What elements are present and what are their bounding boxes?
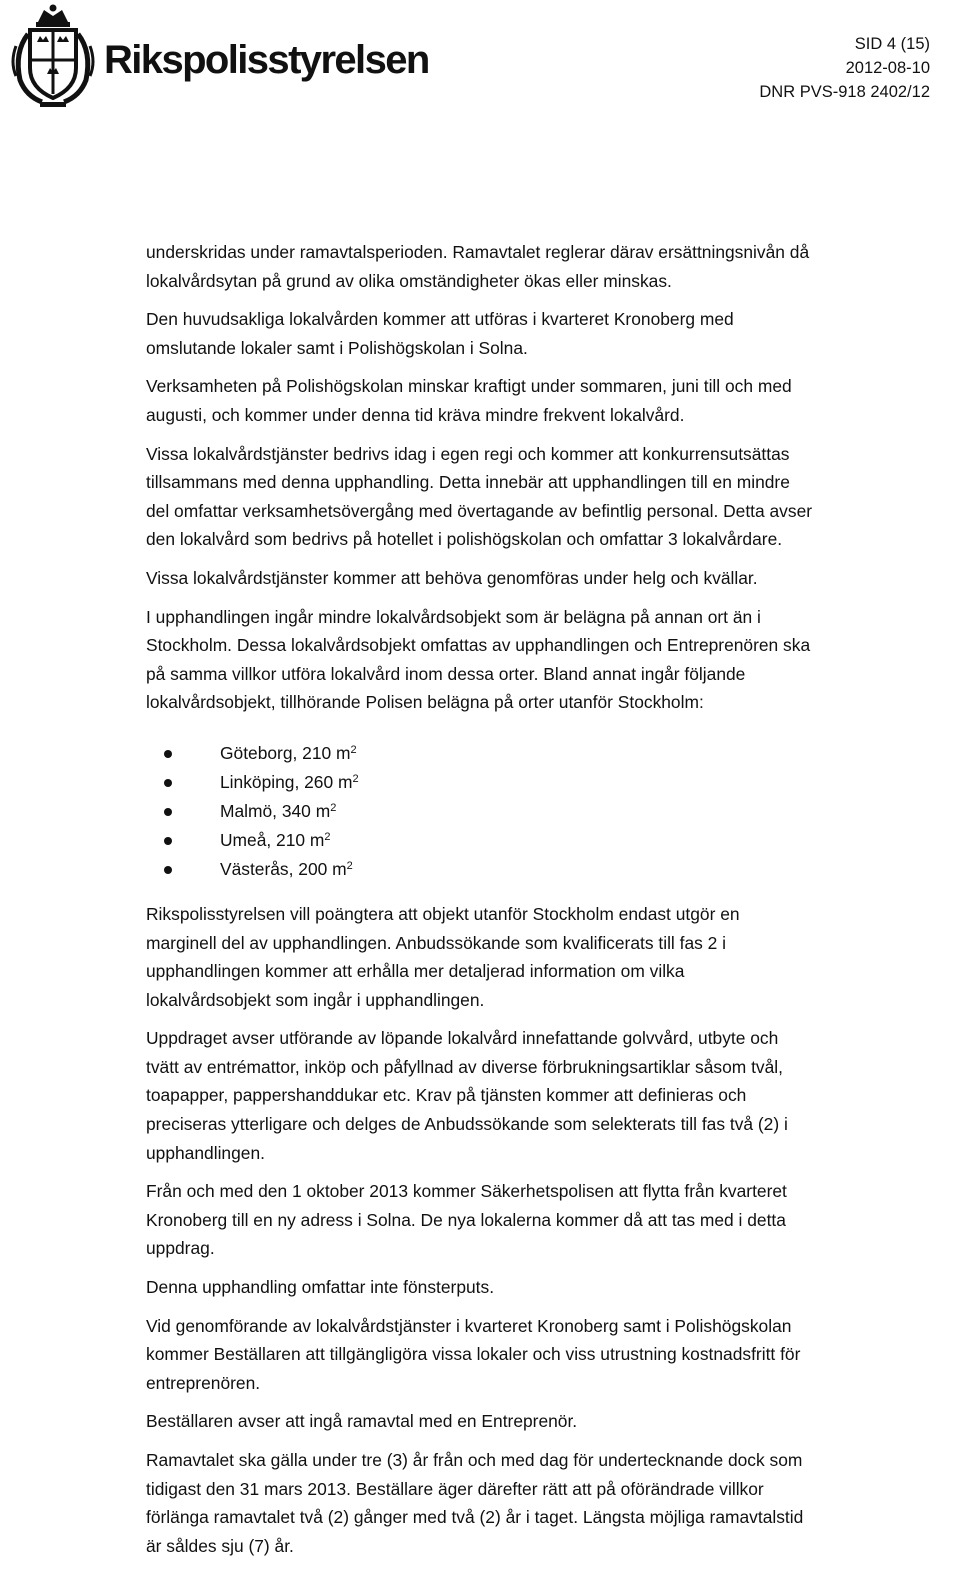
paragraph-line: den lokalvård som bedrivs på hotellet i polishögskolan och omfattar 3 lokalvårdare. bbox=[146, 529, 783, 550]
crest-logo bbox=[8, 2, 98, 110]
bullet-icon bbox=[164, 866, 172, 874]
superscript: 2 bbox=[352, 772, 359, 785]
paragraph-line: Kronoberg till en ny adress i Solna. De nya lokalerna kommer då att tas med i detta bbox=[146, 1209, 786, 1230]
paragraph bbox=[146, 1177, 946, 1263]
list-item bbox=[146, 768, 946, 797]
paragraph-line: Vid genomförande av lokalvårdstjänster i kvarteret Kronoberg samt i Polishögskolan bbox=[146, 1315, 792, 1336]
paragraph bbox=[146, 1312, 946, 1398]
location-list bbox=[146, 739, 946, 884]
paragraph-line: uppdrag. bbox=[146, 1238, 215, 1259]
paragraph bbox=[146, 440, 946, 554]
paragraph bbox=[146, 564, 946, 593]
paragraph-line: del omfattar verksamhetsövergång med övertagande av befintlig personal. Detta avser bbox=[146, 500, 813, 521]
paragraph bbox=[146, 372, 946, 429]
list-item-text: Linköping, 260 m bbox=[220, 771, 353, 792]
superscript: 2 bbox=[350, 743, 357, 756]
paragraph-line: marginell del av upphandlingen. Anbudssökande som kvalificerats till fas 2 i bbox=[146, 932, 727, 953]
paragraph-line: lokalvårdsytan på grund av olika omständigheter ökas eller minskas. bbox=[146, 270, 672, 291]
paragraph-line: upphandlingen. bbox=[146, 1142, 265, 1163]
paragraph-line: Vissa lokalvårdstjänster kommer att behöva genomföras under helg och kvällar. bbox=[146, 567, 758, 588]
paragraph bbox=[146, 603, 946, 717]
paragraph bbox=[146, 1273, 946, 1302]
document-date: 2012-08-10 bbox=[845, 59, 930, 77]
list-item-text: Malmö, 340 m bbox=[220, 800, 331, 821]
paragraph-line: tillsammans med denna upphandling. Detta innebär att upphandlingen till en mindre bbox=[146, 472, 790, 493]
paragraph-line: Beställaren avser att ingå ramavtal med en Entreprenör. bbox=[146, 1411, 578, 1432]
paragraph-line: Uppdraget avser utförande av löpande lokalvård innefattande golvvård, utbyte och bbox=[146, 1028, 779, 1049]
superscript: 2 bbox=[346, 859, 353, 872]
paragraph-line: preciseras ytterligare och delges de Anbudssökande som selekterats till fas två (2) i bbox=[146, 1114, 788, 1135]
paragraph-line: Verksamheten på Polishögskolan minskar kraftigt under sommaren, juni till och med bbox=[146, 376, 792, 397]
list-item bbox=[146, 826, 946, 855]
page-number: SID 4 (15) bbox=[854, 35, 930, 53]
paragraph bbox=[146, 1446, 946, 1560]
paragraph-line: underskridas under ramavtalsperioden. Ramavtalet reglerar därav ersättningsnivån då bbox=[146, 242, 810, 262]
list-item bbox=[146, 855, 946, 884]
paragraph-line: omslutande lokaler samt i Polishögskolan i Solna. bbox=[146, 337, 528, 358]
paragraph-line: toapapper, pappershanddukar etc. Krav på tjänsten kommer att definieras och bbox=[146, 1085, 747, 1106]
paragraphs-after-list bbox=[146, 900, 946, 1560]
paragraph bbox=[146, 238, 946, 295]
list-item-text: Göteborg, 210 m bbox=[220, 742, 351, 763]
paragraph-line: augusti, och kommer under denna tid kräva mindre frekvent lokalvård. bbox=[146, 404, 685, 425]
paragraph-line: tvätt av entrémattor, inköp och påfyllnad av diverse förbrukningsartiklar såsom tvål, bbox=[146, 1056, 783, 1077]
paragraph-line: är såldes sju (7) år. bbox=[146, 1535, 294, 1556]
bullet-icon bbox=[164, 779, 172, 787]
paragraph-line: Vissa lokalvårdstjänster bedrivs idag i egen regi och kommer att konkurrensutsättas bbox=[146, 443, 790, 464]
paragraph-line: tidigast den 31 mars 2013. Beställare äger därefter rätt att på oförändrade villkor bbox=[146, 1478, 764, 1499]
paragraph-line: Ramavtalet ska gälla under tre (3) år från och med dag för undertecknande dock som bbox=[146, 1450, 803, 1470]
paragraph-line: förlänga ramavtalet två (2) gånger med två (2) år i taget. Längsta möjliga ramavtalstid bbox=[146, 1507, 804, 1528]
paragraph-line: upphandlingen kommer att erhålla mer detaljerad information om vilka bbox=[146, 961, 685, 982]
paragraph-line: Denna upphandling omfattar inte fönsterputs. bbox=[146, 1277, 495, 1298]
list-item-text: Västerås, 200 m bbox=[220, 858, 347, 879]
bullet-icon bbox=[164, 750, 172, 758]
list-item bbox=[146, 739, 946, 768]
paragraph bbox=[146, 1407, 946, 1436]
bullet-icon bbox=[164, 808, 172, 816]
document-meta bbox=[759, 32, 930, 104]
paragraph-line: I upphandlingen ingår mindre lokalvårdsobjekt som är belägna på annan ort än i bbox=[146, 606, 761, 627]
superscript: 2 bbox=[324, 830, 331, 843]
paragraphs-before-list bbox=[146, 238, 946, 717]
list-item bbox=[146, 797, 946, 826]
paragraph-line: Från och med den 1 oktober 2013 kommer Säkerhetspolisen att flytta från kvarteret bbox=[146, 1181, 787, 1202]
paragraph bbox=[146, 900, 946, 1014]
superscript: 2 bbox=[330, 801, 337, 814]
organization-name: Rikspolisstyrelsen bbox=[104, 38, 429, 82]
page-header bbox=[0, 0, 960, 110]
document-body bbox=[146, 238, 946, 1570]
bullet-icon bbox=[164, 837, 172, 845]
paragraph-line: lokalvårdsobjekt, tillhörande Polisen belägna på orter utanför Stockholm: bbox=[146, 692, 704, 713]
paragraph-line: Den huvudsakliga lokalvården kommer att utföras i kvarteret Kronoberg med bbox=[146, 309, 734, 330]
paragraph-line: på samma villkor utföra lokalvård inom dessa orter. Bland annat ingår följande bbox=[146, 663, 746, 684]
list-item-text: Umeå, 210 m bbox=[220, 829, 325, 850]
paragraph-line: lokalvårdsobjekt som ingår i upphandlingen. bbox=[146, 989, 485, 1010]
paragraph bbox=[146, 305, 946, 362]
paragraph-line: Stockholm. Dessa lokalvårdsobjekt omfattas av upphandlingen och Entreprenören ska bbox=[146, 635, 811, 656]
document-reference: DNR PVS-918 2402/12 bbox=[759, 83, 930, 101]
paragraph-line: entreprenören. bbox=[146, 1372, 261, 1393]
paragraph-line: Rikspolisstyrelsen vill poängtera att objekt utanför Stockholm endast utgör en bbox=[146, 903, 740, 924]
paragraph bbox=[146, 1024, 946, 1167]
paragraph-line: kommer Beställaren att tillgängligöra vissa lokaler och viss utrustning kostnadsfritt för bbox=[146, 1344, 801, 1365]
